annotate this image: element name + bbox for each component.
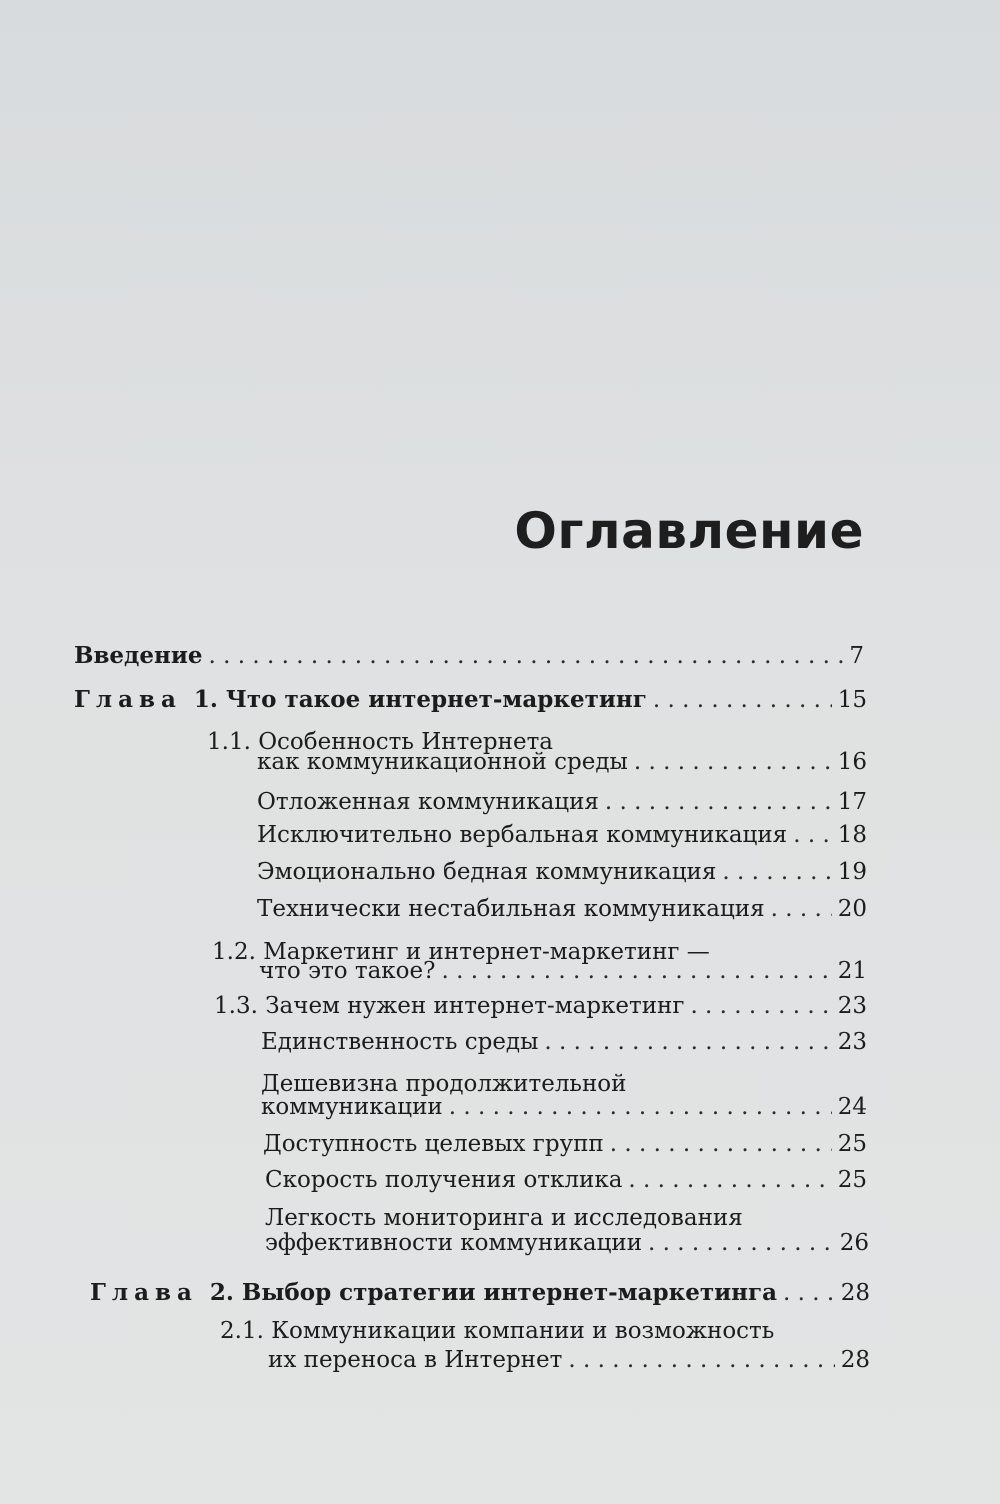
toc-entry-label: Эмоционально бедная коммуникация	[257, 859, 717, 885]
toc-leader-dots	[544, 1027, 831, 1057]
toc-page-number: 24	[837, 1094, 867, 1120]
toc-entry-label: Отложенная коммуникация	[257, 789, 599, 815]
toc-entry-chapter-1	[74, 685, 867, 715]
toc-entry-chapter-2	[90, 1278, 870, 1308]
toc-entry-label: 2. Выбор стратегии интернет-маркетинга	[209, 1279, 777, 1306]
toc-entry-label: эффективности коммуникации	[265, 1230, 643, 1256]
toc-entry-label: Исключительно вербальная коммуникация	[257, 822, 788, 848]
toc-page-number: 19	[837, 859, 867, 885]
toc-page-number: 25	[837, 1131, 867, 1157]
toc-chapter-prefix: Глава	[74, 686, 182, 713]
toc-leader-dots	[783, 1278, 835, 1308]
toc-leader-dots	[648, 1228, 834, 1258]
toc-entry-1-1-line1: 1.1. Особенность Интернета	[207, 729, 554, 755]
toc-page-number: 18	[837, 822, 867, 848]
toc-entry-1-3-e-line1: Легкость мониторинга и исследования	[265, 1205, 743, 1231]
toc-leader-dots	[610, 1129, 832, 1159]
toc-entry-1-1	[257, 747, 867, 777]
toc-leader-dots	[441, 956, 831, 986]
toc-entry-label: коммуникации	[261, 1094, 443, 1120]
toc-entry-1-3-a	[261, 1027, 867, 1057]
toc-page-number: 28	[840, 1347, 870, 1373]
toc-entry-label: Единственность среды	[261, 1029, 539, 1055]
toc-entry-label: что это такое?	[259, 958, 436, 984]
toc-page-number: 16	[837, 749, 867, 775]
toc-leader-dots	[568, 1345, 834, 1375]
toc-entry-label: Скорость получения отклика	[265, 1167, 623, 1193]
toc-leader-dots	[605, 787, 832, 817]
toc-entry-intro	[74, 641, 864, 671]
toc-entry-1-3-b-line1: Дешевизна продолжительной	[261, 1071, 627, 1097]
toc-entry-1-1-b	[257, 820, 867, 850]
toc-entry-2-1	[268, 1345, 870, 1375]
toc-leader-dots	[634, 747, 832, 777]
toc-leader-dots	[209, 641, 844, 671]
toc-entry-label: 1.3. Зачем нужен интернет-маркетинг	[214, 993, 685, 1019]
toc-entry-label: как коммуникационной среды	[257, 749, 628, 775]
toc-entry-1-1-c	[257, 857, 867, 887]
toc-entry-label: Доступность целевых групп	[263, 1131, 604, 1157]
page-title: Оглавление	[514, 502, 864, 560]
toc-entry-1-3-d	[265, 1165, 867, 1195]
toc-entry-1-2	[259, 956, 867, 986]
toc-entry-1-3	[214, 991, 867, 1021]
toc-page-number: 17	[837, 789, 867, 815]
toc-page-number: 28	[840, 1280, 870, 1306]
toc-page-number: 23	[837, 1029, 867, 1055]
toc-page-number: 26	[839, 1230, 869, 1256]
toc-entry-2-1-line1: 2.1. Коммуникации компании и возможность	[220, 1318, 775, 1344]
toc-page-number: 7	[849, 643, 864, 669]
toc-entry-1-3-e	[265, 1228, 869, 1258]
toc-page-number: 15	[837, 687, 867, 713]
toc-chapter-prefix: Глава	[90, 1279, 198, 1306]
toc-entry-label: Введение	[74, 642, 203, 669]
toc-entry-1-3-c	[263, 1129, 867, 1159]
toc-entry-1-1-a	[257, 787, 867, 817]
toc-leader-dots	[771, 894, 832, 924]
toc-leader-dots	[628, 1165, 831, 1195]
toc-leader-dots	[653, 685, 832, 715]
toc-page-number: 23	[837, 993, 867, 1019]
toc-leader-dots	[449, 1092, 832, 1122]
toc-entry-label: 1. Что такое интернет-маркетинг	[193, 686, 647, 713]
toc-leader-dots	[793, 820, 832, 850]
toc-leader-dots	[722, 857, 831, 887]
toc-entry-1-1-d	[257, 894, 867, 924]
toc-entry-label: Технически нестабильная коммуникация	[257, 896, 765, 922]
toc-entry-1-2-line1: 1.2. Маркетинг и интернет-маркетинг —	[212, 939, 710, 965]
toc-entry-label: их переноса в Интернет	[268, 1347, 563, 1373]
toc-page-number: 20	[837, 896, 867, 922]
toc-page-number: 21	[837, 958, 867, 984]
toc-entry-1-3-b	[261, 1092, 867, 1122]
toc-page-number: 25	[837, 1167, 867, 1193]
toc-leader-dots	[690, 991, 831, 1021]
